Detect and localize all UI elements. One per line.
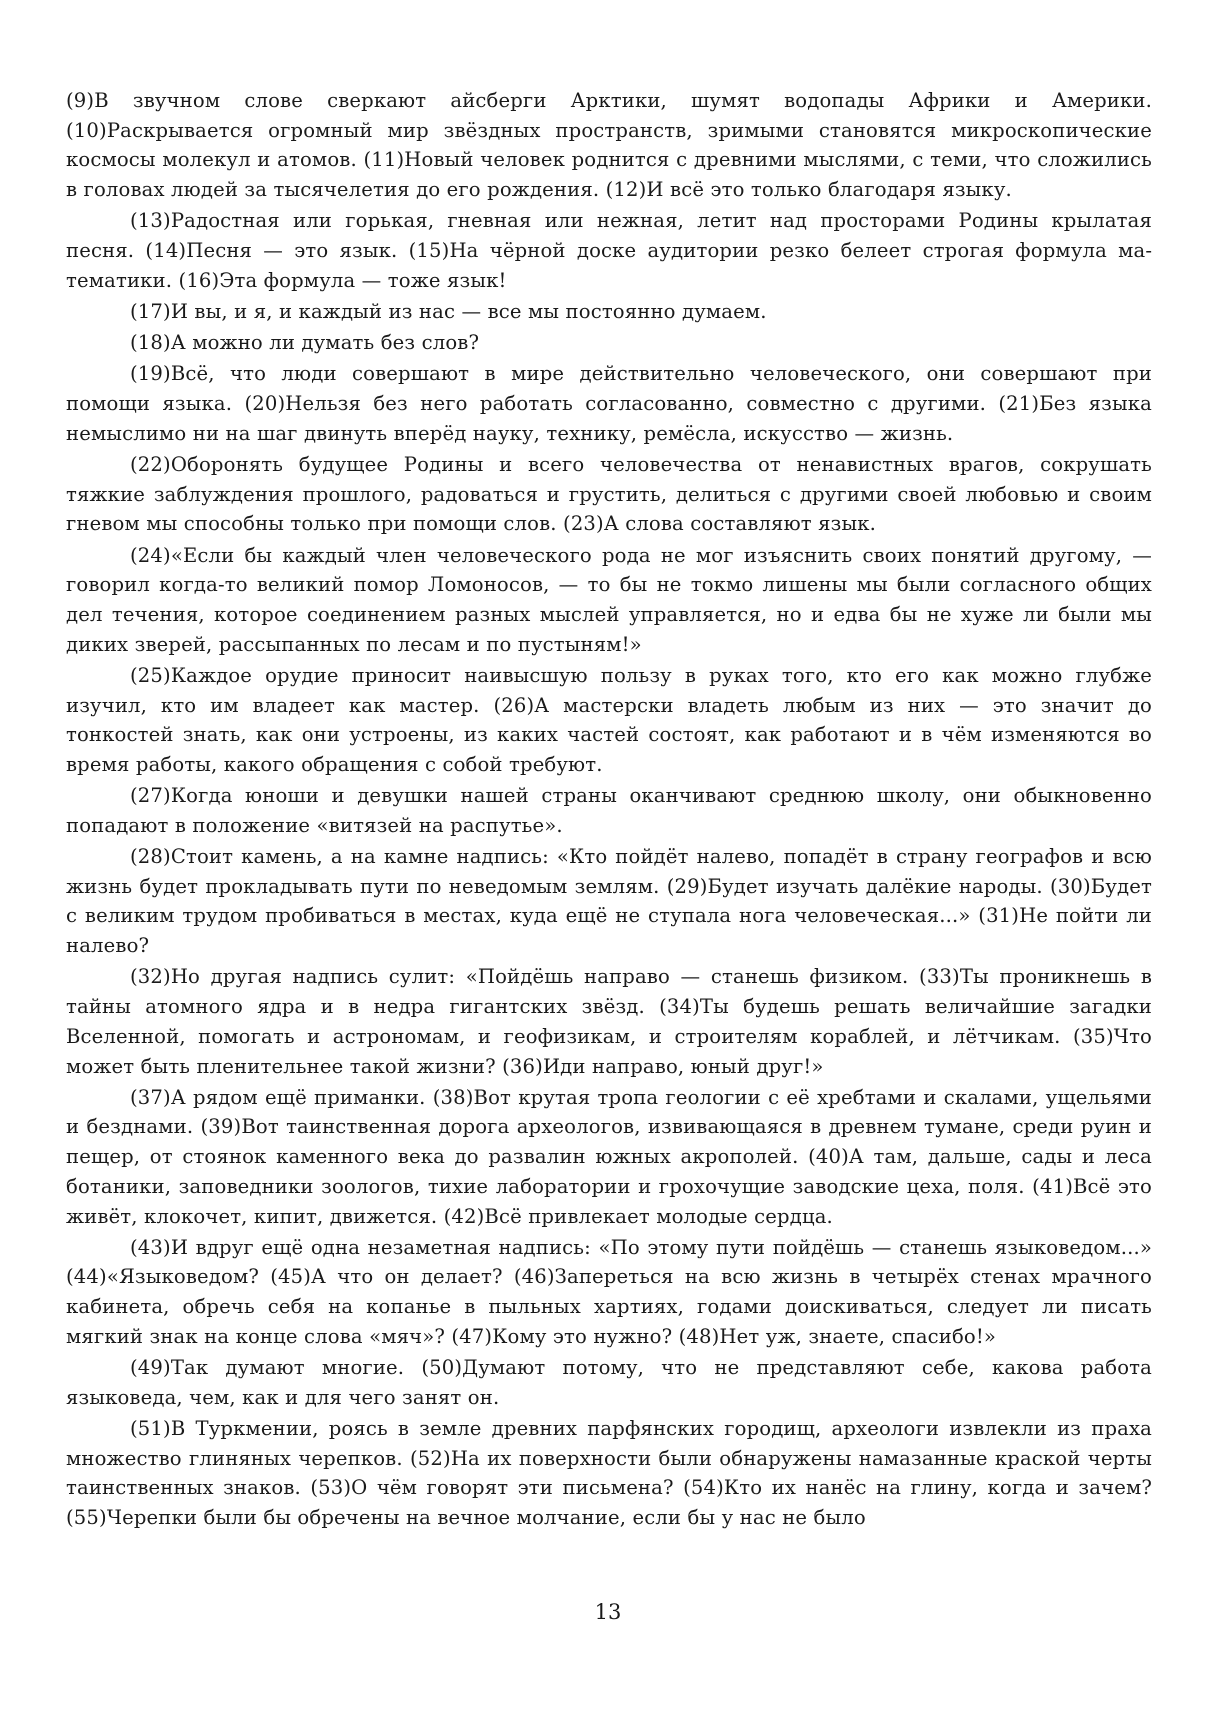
- paragraph-13: (43)И вдруг ещё одна незаметная надпись: «По этому пути пойдёшь — станешь языковедом...» (44)«Языковедом? (45)А что он делает? (46)Запереться на всю жизнь в четырёх стенах мрачного кабинета, обречь себя на копанье в пыльных хартиях, годами доискиваться, следует ли писать мягкий знак на конце слова «мяч»? (47)Кому это нужно? (48)Нет уж, знаете, спасибо!»: [66, 1235, 1152, 1348]
- book-page-text: [66, 86, 1152, 1533]
- paragraph-9: (27)Когда юноши и девушки нашей страны оканчивают среднюю школу, они обыкновенно попадают в положение «витязей на распутье».: [66, 784, 1152, 837]
- paragraph-11: (32)Но другая надпись сулит: «Пойдёшь направо — станешь физиком. (33)Ты проникнешь в тайны атомного ядра и в недра гигантских звёзд. (34)Ты будешь решать величайшие загадки Вселенной, помогать и астрономам, и геофизикам, и строителям кораблей, и лётчикам. (35)Что может быть пленительнее такой жизни? (36)Иди направо, юный друг!»: [66, 965, 1152, 1078]
- paragraph-3: (17)И вы, и я, и каждый из нас — все мы постоянно думаем.: [130, 299, 767, 323]
- paragraph-15: (51)В Туркмении, роясь в земле древних парфянских городищ, археологи извлекли из праха множество глиняных черепков. (52)На их поверхности были обнаружены намазанные краской черты таинственных знаков. (53)О чём говорят эти письмена? (54)Кто их нанёс на глину, когда и зачем? (55)Черепки были бы обречены на вечное молчание, если бы у нас не было: [66, 1416, 1152, 1530]
- paragraph-7: (24)«Если бы каждый член человеческого рода не мог изъяснить своих понятий другому, — говорил когда-то великий помор Ломоносов, — то бы не токмо лишены мы были согласного общих дел течения, которое соединением разных мыслей управляется, но и едва бы не хуже ли были мы диких зверей, рассыпанных по лесам и по пустыням!»: [66, 543, 1152, 656]
- paragraph-5: (19)Всё, что люди совершают в мире действительно человеческого, они совершают при помощи языка. (20)Нельзя без него работать согласованно, совместно с другими. (21)Без языка немыслимо ни на шаг двинуть вперёд науку, технику, ремёсла, искусство — жизнь.: [66, 362, 1152, 445]
- paragraph-1: (9)В звучном слове сверкают айсберги Арктики, шумят водопады Африки и Америки. (10)Раскрывается огромный мир звёздных пространств, зримыми становятся микроскопические космосы молекул и атомов. (11)Новый человек роднится с древними мыслями, с теми, что сложились в головах людей за тысячелетия до его рождения. (12)И всё это только благодаря языку.: [66, 89, 1152, 202]
- paragraph-6: (22)Оборонять будущее Родины и всего человечества от ненавистных врагов, сокрушать тяжкие заблуждения прошлого, радоваться и грустить, делиться с другими своей любовью и своим гневом мы способны только при помощи слов. (23)А слова составляют язык.: [66, 452, 1152, 536]
- paragraph-10: (28)Стоит камень, а на камне надпись: «Кто пойдёт налево, попадёт в страну географов и всю жизнь будет прокладывать пути по неведомым землям. (29)Будет изучать далёкие народы. (30)Будет с великим трудом пробиваться в местах, куда ещё не ступала нога человеческая...» (31)Не пойти ли налево?: [66, 845, 1152, 958]
- paragraph-8: (25)Каждое орудие приносит наивысшую пользу в руках того, кто его как можно глубже изучил, кто им владеет как мастер. (26)А мастерски владеть любым из них — это значит до тонкостей знать, как они устроены, из каких частей состоят, как работают и в чём изменяются во время работы, какого обращения с собой требуют.: [66, 663, 1152, 776]
- paragraph-14: (49)Так думают многие. (50)Думают потому, что не представляют себе, какова работа языковеда, чем, как и для чего занят он.: [66, 1356, 1152, 1409]
- paragraph-4: (18)А можно ли думать без слов?: [130, 331, 480, 355]
- paragraph-2: (13)Радостная или горькая, гневная или нежная, летит над просторами Родины крылатая песня. (14)Песня — это язык. (15)На чёрной доске аудитории резко белеет строгая формула математики. (16)Эта формула — тоже язык!: [66, 209, 1152, 292]
- page-number: 13: [594, 1600, 622, 1624]
- paragraph-12: (37)А рядом ещё приманки. (38)Вот крутая тропа геологии с её хребтами и скалами, ущельями и безднами. (39)Вот таинственная дорога археологов, извивающаяся в древнем тумане, среди руин и пещер, от стоянок каменного века до развалин южных акрополей. (40)А там, дальше, сады и леса ботаники, заповедники зоологов, тихие лаборатории и грохочущие заводские цеха, поля. (41)Всё это живёт, клокочет, кипит, движется. (42)Всё привлекает молодые сердца.: [66, 1085, 1152, 1228]
